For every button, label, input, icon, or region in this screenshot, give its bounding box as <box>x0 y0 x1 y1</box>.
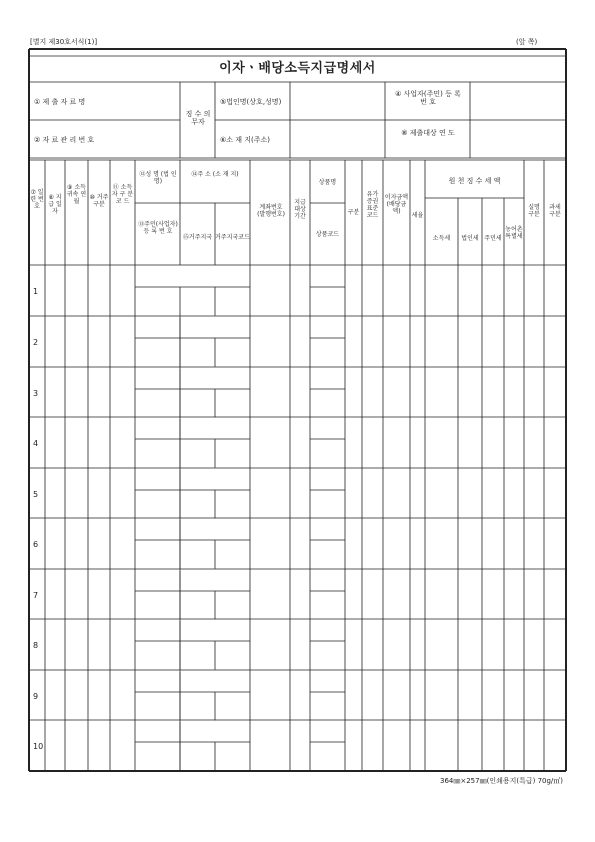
col-corporate-tax: 법인세 <box>461 235 479 242</box>
row-number: 4 <box>33 439 39 448</box>
corp-name-label: ⑤법인명(상호,성명) <box>220 98 282 106</box>
col-income-tax: 소득세 <box>432 235 451 242</box>
col-pay-date: ⑧ 지급 일자 <box>48 194 62 215</box>
col-product-name: 상품명 <box>318 179 337 186</box>
col-residence-country-code: 거주지국코드 <box>215 234 250 241</box>
row-number: 1 <box>33 287 39 296</box>
col-address: ⑭주 소 (소 재 지) <box>191 171 239 178</box>
col-serial-no: ⑦ 일련 번호 <box>30 189 44 210</box>
col-reg-no: ⑬주민(사업자) 등 록 번 호 <box>138 221 178 235</box>
row-number: 7 <box>33 591 39 600</box>
biz-reg-no-label: ④ 사업자(주민) 등 록 번 호 <box>395 90 461 107</box>
col-name: ⑫성 명 (법 인 명) <box>139 171 177 185</box>
col-pay-period: 지급 대상 기간 <box>294 199 306 220</box>
col-interest-amount: 이자금액 (배당금 액) <box>384 194 409 215</box>
col-product-code: 상품코드 <box>315 231 340 238</box>
col-withholding-tax: 원 천 징 수 세 액 <box>448 177 501 185</box>
col-category: 구분 <box>347 209 360 216</box>
data-mgmt-no-label: ② 자 료 관 리 번 호 <box>34 136 95 144</box>
col-account-no: 계좌번호 (발행번호) <box>257 204 285 218</box>
row-number: 8 <box>33 641 39 650</box>
row-number: 6 <box>33 540 39 549</box>
col-realname-type: 실명 구분 <box>528 204 540 218</box>
row-number: 2 <box>33 338 39 347</box>
payer-label: 징 수 의무자 <box>185 110 211 127</box>
paper-spec: 364㎜×257㎜(인쇄용지(특급) 70g/㎡) <box>440 777 564 785</box>
col-income-period: ⑨ 소득 귀속 연월 <box>66 184 87 205</box>
row-number: 9 <box>33 692 39 701</box>
col-residence-country: ⑮거주지국 <box>182 234 213 241</box>
row-number: 10 <box>33 742 44 751</box>
address-label: ⑥소 재 지(주소) <box>220 136 270 144</box>
col-resident-tax: 주민세 <box>484 235 502 242</box>
col-security-code: 유가 증권 표준 코드 <box>366 191 379 219</box>
form-title: 이자ㆍ배당소득지급명세서 <box>219 61 376 76</box>
col-tax-type: 과세 구분 <box>549 204 561 218</box>
row-number: 3 <box>33 389 39 398</box>
col-residency: ⑩ 거주 구분 <box>89 194 109 208</box>
page-side-label: (앞 쪽) <box>516 38 538 46</box>
submit-year-label: ⑧ 제출대상 연 도 <box>401 129 455 137</box>
row-number: 5 <box>33 490 39 499</box>
form-number: [별지 제30호서식(1)] <box>30 38 98 46</box>
submitter-name-label: ① 제 출 자 료 명 <box>34 98 86 106</box>
col-earner-code: ⑪ 소득자 구 분 코 드 <box>111 184 134 205</box>
col-tax-rate: 세율 <box>411 212 424 219</box>
col-rural-tax: 농어촌 특별세 <box>505 226 523 240</box>
